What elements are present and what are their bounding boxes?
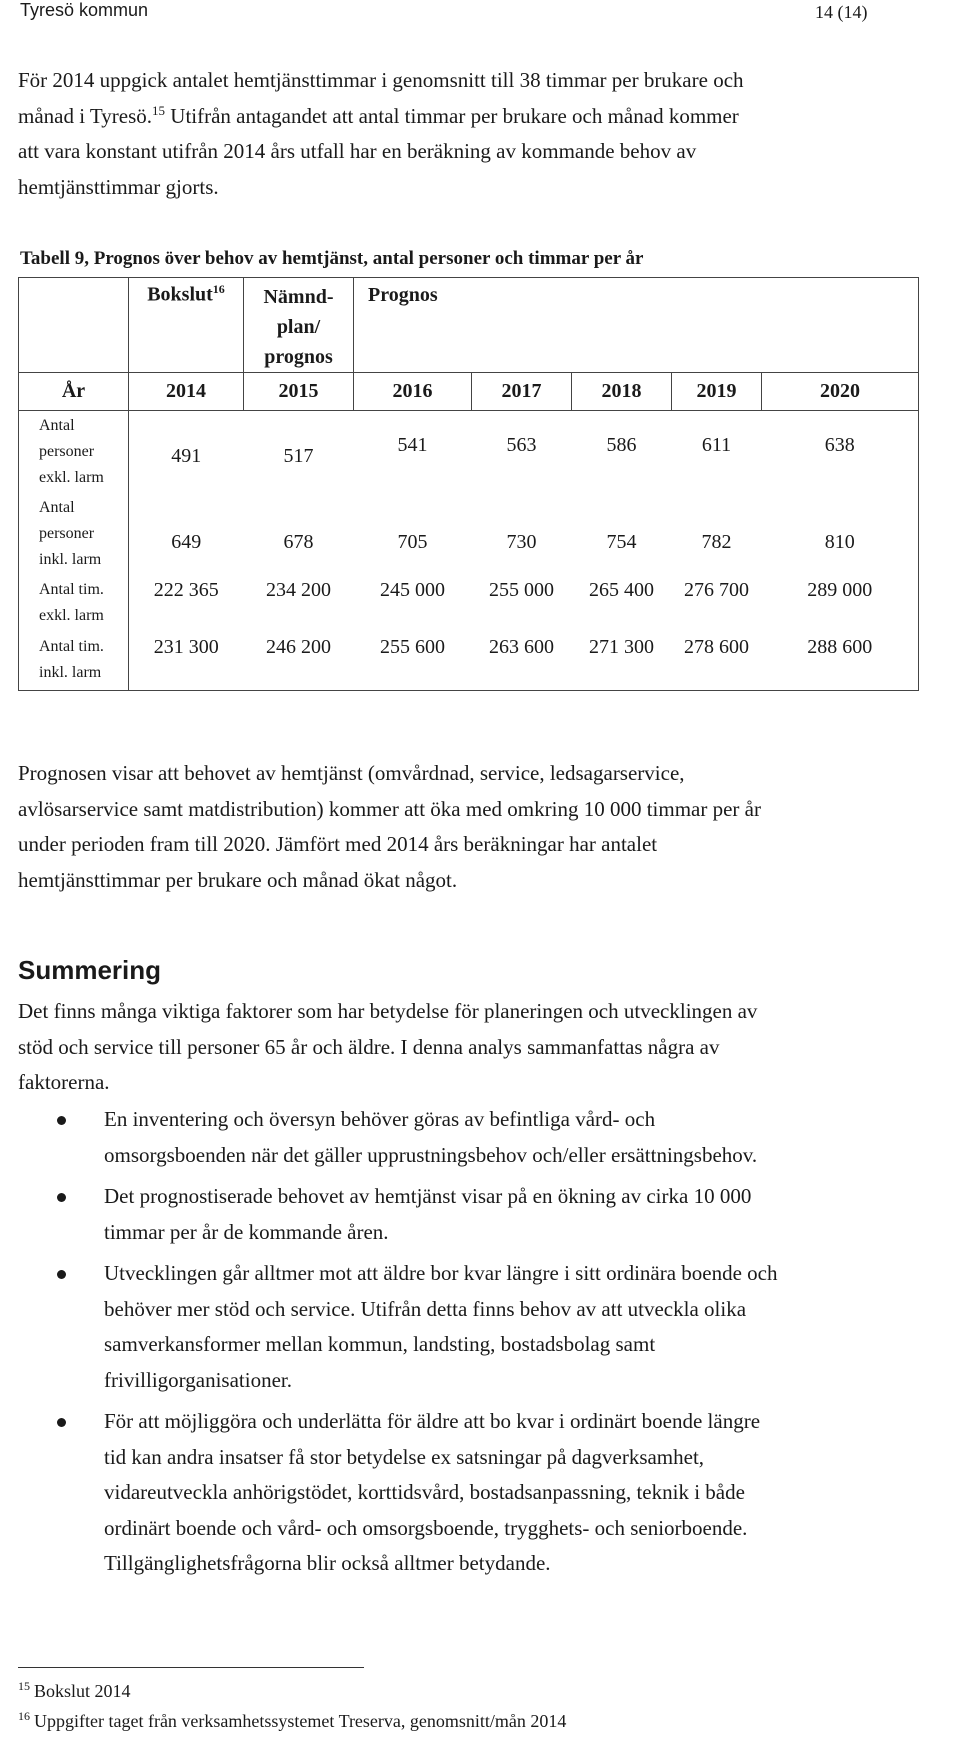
table-row — [19, 577, 919, 634]
bullet-icon — [57, 1116, 66, 1125]
forecast-table — [18, 277, 919, 691]
summary-bullet-list — [0, 1102, 960, 1588]
summary-paragraph — [18, 994, 948, 1101]
intro-paragraph — [18, 63, 948, 205]
forecast-line-3: under perioden fram till 2020. Jämfört med 2014 års beräkningar har antalet — [18, 832, 658, 856]
row-label: Antal tim. inkl. larm — [19, 634, 129, 691]
table-cell: 231 300 — [129, 634, 244, 691]
year-label: År — [19, 373, 129, 411]
forecast-line-1: Prognosen visar att behovet av hemtjänst (omvårdnad, service, ledsagarservice, — [18, 761, 685, 785]
table-cell: 263 600 — [472, 634, 572, 691]
list-item: Det prognostiserade behovet av hemtjänst visar på en ökning av cirka 10 000 timmar per år de kommande åren. — [0, 1179, 960, 1250]
year-row — [19, 373, 919, 411]
bullet-icon — [57, 1193, 66, 1202]
table-cell: 782 — [701, 531, 732, 553]
table-header-row — [19, 278, 919, 373]
summary-heading: Summering — [18, 955, 162, 985]
forecast-paragraph — [18, 756, 948, 898]
summary-line-2: stöd och service till personer 65 år och äldre. I denna analys sammanfattas några av — [18, 1034, 720, 1059]
table-cell: 541 — [397, 434, 428, 457]
year-2016: 2016 — [354, 373, 472, 411]
year-2014: 2014 — [129, 373, 244, 411]
bullet-icon — [57, 1270, 66, 1279]
year-2018: 2018 — [572, 373, 672, 411]
table-cell: 678 — [283, 531, 314, 553]
table-cell: 222 365 — [153, 578, 219, 601]
footnote-15: $^{15}$ Bokslut 2014 — [18, 1679, 131, 1701]
table-cell: 649 — [171, 531, 202, 553]
forecast-line-2: avlösarservice samt matdistribution) kommer att öka med omkring 10 000 timmar per år — [18, 796, 761, 821]
forecast-line-4: hemtjänsttimmar per brukare och månad ökat något. — [18, 867, 458, 892]
table-row — [19, 411, 919, 495]
footnote-16: $^{16}$ Uppgifter taget från verksamhetssystemet Treserva, genomsnitt/mån 2014 — [18, 1709, 567, 1731]
intro-line-1: För 2014 uppgick antalet hemtjänsttimmar i genomsnitt till 38 timmar per brukare och — [18, 68, 744, 92]
document-header-organization: Tyresö kommun — [20, 0, 149, 20]
table-cell: 278 600 — [672, 634, 762, 691]
table-cell: 271 300 — [572, 634, 672, 691]
row-label: Antal tim. exkl. larm — [19, 577, 129, 634]
intro-line-2b: Utifrån antagandet att antal timmar per brukare och månad kommer — [165, 103, 739, 128]
year-2015: 2015 — [244, 373, 354, 411]
table-cell: 563 — [506, 434, 537, 457]
table-cell: 245 000 — [380, 578, 445, 601]
table-cell: 730 — [506, 531, 537, 553]
prognos-header: Prognos — [354, 278, 919, 373]
table-cell: 265 400 — [589, 578, 654, 601]
table-cell: 586 — [606, 434, 637, 457]
table-cell: 255 000 — [489, 578, 554, 601]
summary-line-3: faktorerna. — [18, 1070, 110, 1094]
list-item: För att möjliggöra och underlätta för äldre att bo kvar i ordinärt boende längre tid kan andra insatser få stor betydelse ex satsningar på dagverksamhet, vidareutveckla anhörigstödet, korttidsvård, bostadsanpassning, teknik i både ordinärt boende och vård- och omsorgsboende, trygghets- och seniorboende. Tillgänglighetsfrågorna blir också alltmer betydande. — [0, 1404, 960, 1582]
table-cell: 234 200 — [266, 578, 331, 601]
table-cell: 754 — [606, 531, 637, 553]
intro-line-2a: månad i Tyresö. — [18, 103, 153, 128]
summary-line-1: Det finns många viktiga faktorer som har betydelse för planeringen och utvecklingen av — [18, 999, 758, 1023]
row-label: Antal personer inkl. larm — [19, 495, 129, 577]
intro-line-4: hemtjänsttimmar gjorts. — [18, 174, 219, 199]
table-cell: 517 — [283, 445, 314, 468]
year-2019: 2019 — [672, 373, 762, 411]
year-2020: 2020 — [762, 373, 919, 411]
list-item: En inventering och översyn behöver göras av befintliga vård- och omsorgsboenden när det gäller upprustningsbehov och/eller ersättningsbehov. — [0, 1102, 960, 1173]
namndplan-header: Nämnd- plan/ prognos — [244, 278, 354, 373]
table-cell: 705 — [397, 531, 428, 553]
table-cell: 276 700 — [684, 578, 749, 601]
table-cell: 638 — [762, 411, 919, 495]
year-2017: 2017 — [472, 373, 572, 411]
table-cell: 289 000 — [762, 577, 919, 634]
table-row — [19, 495, 919, 577]
footnote-ref-15[interactable]: 15 — [152, 102, 166, 118]
table-cell: 246 200 — [244, 634, 354, 691]
table-cell: 611 — [701, 434, 732, 457]
table-cell: 255 600 — [354, 634, 472, 691]
list-item: Utvecklingen går alltmer mot att äldre bor kvar längre i sitt ordinära boende och behöver mer stöd och service. Utifrån detta finns behov av att utveckla olika samverkansformer mellan kommun, landsting, bostadsbolag samt frivilligorganisationer. — [0, 1256, 960, 1398]
table-cell: 491 — [171, 445, 202, 468]
bullet-icon — [57, 1418, 66, 1427]
table-caption: Tabell 9, Prognos över behov av hemtjänst, antal personer och timmar per år — [20, 248, 644, 269]
bokslut-header: Bokslut$^{16}$ — [129, 278, 244, 373]
footnote-ref-16[interactable]: 16 — [212, 282, 225, 296]
table-cell: 288 600 — [762, 634, 919, 691]
table-cell: 810 — [762, 495, 919, 577]
footnote-separator — [18, 1667, 364, 1668]
intro-line-3: att vara konstant utifrån 2014 års utfall har en beräkning av kommande behov av — [18, 139, 697, 163]
row-label: Antal personer exkl. larm — [19, 411, 129, 495]
table-row — [19, 634, 919, 691]
page-number: 14 (14) — [815, 2, 868, 22]
